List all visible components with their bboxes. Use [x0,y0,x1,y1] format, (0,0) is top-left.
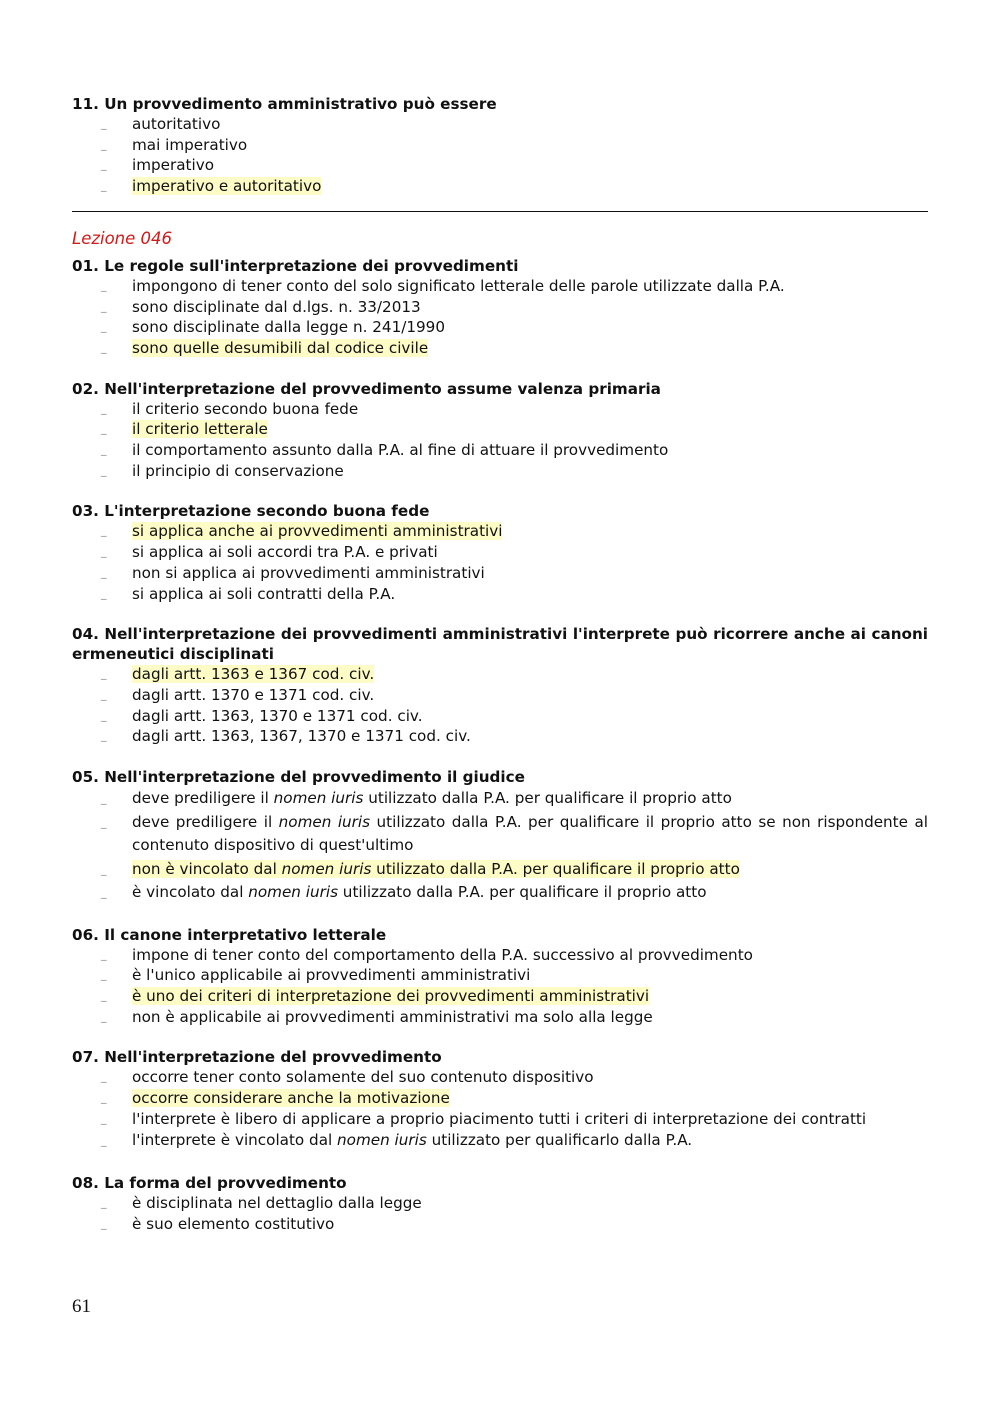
answer-option [72,1109,928,1130]
answer-text: il comportamento assunto dalla P.A. al fine di attuare il provvedimento [132,441,669,460]
text-segment: utilizzato per qualificarlo dalla P.A. [426,1131,693,1150]
answer-text [132,789,732,807]
answer-text-correct: sono quelle desumibili dal codice civile [132,338,429,357]
answer-text: sono disciplinate dalla legge n. 241/1990 [132,318,446,337]
answer-text: il criterio secondo buona fede [132,399,359,418]
bullet-icon: _ [101,1091,107,1105]
answer-text: è disciplinata nel dettaglio dalla legge [132,1193,422,1212]
bullet-icon: _ [101,729,107,743]
question-title: 05. Nell'interpretazione del provvedimento il giudice [72,768,525,787]
bullet-icon: _ [101,401,107,415]
spacer [72,1153,928,1173]
question-title: 08. La forma del provvedimento [72,1173,347,1192]
answer-text: dagli artt. 1370 e 1371 cod. civ. [132,685,375,704]
italic-term: nomen iuris [273,789,364,808]
answer-option [72,461,928,482]
text-segment: non è vincolato dal [132,859,282,878]
answer-text: autoritativo [132,115,221,133]
bullet-icon: _ [101,667,107,681]
bullet-icon: _ [101,1009,107,1023]
answer-option [72,787,928,811]
text-segment: utilizzato dalla P.A. per qualificare il proprio atto se non rispondente al contenuto dispositivo di quest'ultimo [132,812,929,855]
bullet-icon: _ [101,968,107,982]
answer-text [132,883,707,901]
answer-text-correct: si applica anche ai provvedimenti amministrativi [132,522,503,541]
answer-text-correct: è uno dei criteri di interpretazione dei provvedimenti amministrativi [132,986,650,1005]
answer-option [72,986,928,1007]
answer-text: sono disciplinate dal d.lgs. n. 33/2013 [132,297,421,316]
answer-text: il principio di conservazione [132,461,344,480]
answer-option [72,726,928,747]
italic-term: nomen iuris [281,859,372,878]
answer-text-correct [132,860,740,878]
question-block [72,925,928,1028]
bullet-icon: _ [101,988,107,1002]
page-content [72,94,928,1234]
answer-option [72,1214,928,1235]
answer-text-correct: occorre considerare anche la motivazione [132,1089,450,1108]
answer-option [72,399,928,420]
question-title: 11. Un provvedimento amministrativo può essere [72,95,497,113]
bullet-icon: _ [101,299,107,313]
spacer [72,747,928,767]
answer-option [72,542,928,563]
italic-term: nomen iuris [337,1131,427,1150]
answer-text: imperativo [132,156,215,175]
answer-option [72,338,928,359]
bullet-icon: _ [101,179,107,193]
bullet-icon: _ [101,320,107,334]
question-11 [72,94,928,197]
answer-option [72,1129,928,1153]
answer-option [72,563,928,584]
bullet-icon: _ [101,1195,107,1209]
text-segment: utilizzato dalla P.A. per qualificare il proprio atto [363,789,732,808]
bullet-icon: _ [101,1070,107,1084]
answer-text: mai imperativo [132,135,248,154]
question-block [72,767,928,905]
answer-options [72,114,928,197]
bullet-icon: _ [101,1111,107,1125]
bullet-icon: _ [101,524,107,538]
answer-text: si applica ai soli accordi tra P.A. e privati [132,543,438,562]
answer-option [72,317,928,338]
answer-option [72,1193,928,1214]
text-segment: è vincolato dal [132,883,249,902]
answer-options [72,1193,928,1234]
answer-text: impone di tener conto del comportamento della P.A. successivo al provvedimento [132,945,753,964]
bullet-icon: _ [101,815,107,829]
bullet-icon: _ [101,443,107,457]
answer-text: occorre tener conto solamente del suo contenuto dispositivo [132,1068,594,1087]
answer-option [72,1088,928,1109]
answer-option [72,155,928,176]
answer-text: dagli artt. 1363, 1367, 1370 e 1371 cod. civ. [132,727,471,746]
bullet-icon: _ [101,886,107,900]
spacer [72,359,928,379]
answer-options [72,399,928,482]
answer-option [72,297,928,318]
answer-text: si applica ai soli contratti della P.A. [132,584,396,603]
answer-options [72,787,928,905]
bullet-icon: _ [101,862,107,876]
answer-option [72,945,928,966]
bullet-icon: _ [101,792,107,806]
answer-option [72,1067,928,1088]
question-block [72,379,928,482]
bullet-icon: _ [101,137,107,151]
bullet-icon: _ [101,117,107,130]
answer-options [72,276,928,359]
bullet-icon: _ [101,278,107,292]
bullet-icon: _ [101,545,107,559]
answer-text: non è applicabile ai provvedimenti amministrativi ma solo alla legge [132,1007,653,1026]
answer-option [72,176,928,197]
answer-options [72,664,928,747]
answer-text [132,1131,692,1149]
answer-text-correct: il criterio letterale [132,420,268,439]
text-segment: deve prediligere il [132,789,274,808]
answer-option [72,706,928,727]
answer-text: l'interprete è libero di applicare a proprio piacimento tutti i criteri di interpretazione dei contratti [132,1109,867,1128]
page-number: 61 [72,1296,91,1317]
answer-option [72,276,928,297]
answer-option [72,135,928,156]
answer-option [72,440,928,461]
answer-option [72,685,928,706]
text-segment: l'interprete è vincolato dal [132,1131,338,1150]
text-segment: utilizzato dalla P.A. per qualificare il proprio atto [337,883,707,902]
bullet-icon: _ [101,340,107,354]
question-title: 03. L'interpretazione secondo buona fede [72,502,430,521]
bullet-icon: _ [101,158,107,172]
italic-term: nomen iuris [278,812,371,831]
spacer [72,1027,928,1047]
answer-options [72,1067,928,1153]
bullet-icon: _ [101,1216,107,1230]
spacer [72,481,928,501]
question-list [72,256,928,1235]
question-block [72,1047,928,1153]
answer-text: è l'unico applicabile ai provvedimenti amministrativi [132,966,531,985]
answer-option [72,965,928,986]
answer-option [72,811,928,858]
answer-text: non si applica ai provvedimenti amministrativi [132,563,485,582]
bullet-icon: _ [101,708,107,722]
italic-term: nomen iuris [248,883,338,902]
answer-text: dagli artt. 1363, 1370 e 1371 cod. civ. [132,706,423,725]
answer-text [132,813,928,855]
question-title: 07. Nell'interpretazione del provvedimento [72,1048,442,1067]
lesson-heading: Lezione 046 [72,228,173,248]
question-title: 06. Il canone interpretativo letterale [72,925,387,944]
answer-text: impongono di tener conto del solo significato letterale delle parole utilizzate dalla P.A. [132,276,785,295]
answer-options [72,945,928,1028]
bullet-icon: _ [101,565,107,579]
bullet-icon: _ [101,463,107,477]
question-block [72,1173,928,1234]
answer-option [72,584,928,605]
bullet-icon: _ [101,1134,107,1148]
answer-option [72,521,928,542]
section-divider [72,211,928,212]
spacer [72,905,928,925]
spacer [72,604,928,624]
bullet-icon: _ [101,586,107,600]
answer-text-correct: dagli artt. 1363 e 1367 cod. civ. [132,665,375,684]
question-block [72,624,928,747]
answer-option [72,114,928,135]
bullet-icon: _ [101,422,107,436]
question-title: 01. Le regole sull'interpretazione dei provvedimenti [72,256,519,275]
answer-option [72,858,928,882]
answer-options [72,521,928,604]
answer-option [72,881,928,905]
answer-text: è suo elemento costitutivo [132,1214,335,1233]
question-title: 04. Nell'interpretazione dei provvedimenti amministrativi l'interprete può ricorrere anche ai canoni ermeneutici disciplinati [72,625,928,664]
answer-option [72,1007,928,1028]
bullet-icon: _ [101,947,107,961]
question-block [72,501,928,604]
text-segment: utilizzato dalla P.A. per qualificare il proprio atto [371,859,740,878]
question-title: 02. Nell'interpretazione del provvedimento assume valenza primaria [72,379,661,398]
text-segment: deve prediligere il [132,812,279,831]
question-block [72,256,928,359]
answer-option [72,419,928,440]
answer-option [72,664,928,685]
answer-text-correct: imperativo e autoritativo [132,177,322,196]
bullet-icon: _ [101,687,107,701]
